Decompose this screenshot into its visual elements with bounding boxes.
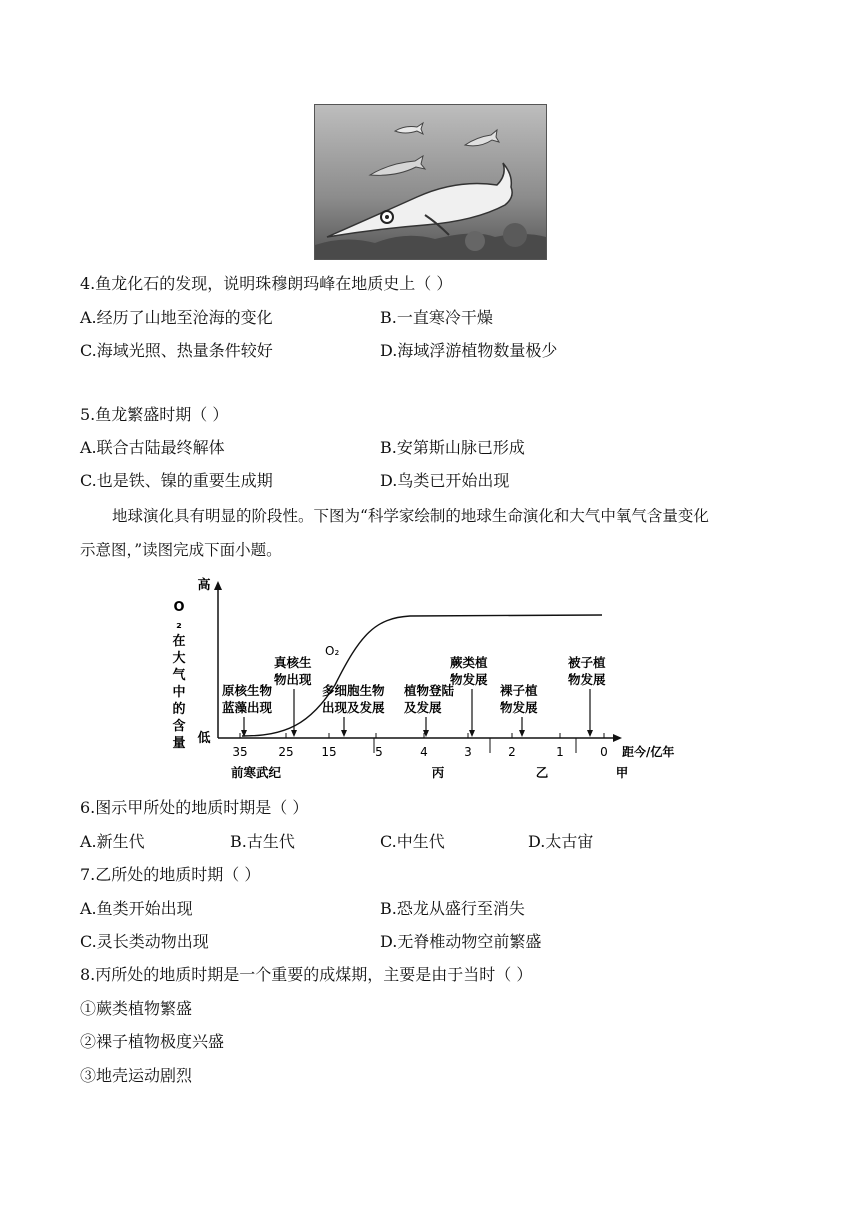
q5-option-c[interactable]: C.也是铁、镍的重要生成期 xyxy=(80,471,273,490)
ichthyosaur-photo xyxy=(314,104,547,260)
q6-option-d[interactable]: D.太古宙 xyxy=(528,832,594,851)
event-label-line2: 蓝藻出现 xyxy=(222,700,273,715)
q4-option-c[interactable]: C.海域光照、热量条件较好 xyxy=(80,341,273,360)
x-tick-label: 2 xyxy=(508,745,516,759)
y-axis-label-char: O xyxy=(173,600,185,615)
q5-option-b[interactable]: B.安第斯山脉已形成 xyxy=(380,438,525,457)
y-axis-arrow xyxy=(214,581,222,590)
y-axis-label-char: ₂ xyxy=(176,617,182,632)
q7-stem: 7.乙所处的地质时期（ ） xyxy=(80,865,261,884)
x-tick-label: 25 xyxy=(278,745,294,759)
x-tick-label: 0 xyxy=(600,745,608,759)
x-tick-label: 5 xyxy=(375,745,383,759)
x-tick-label: 1 xyxy=(556,745,564,759)
x-tick-label: 35 xyxy=(232,745,248,759)
q6-option-c[interactable]: C.中生代 xyxy=(380,832,445,851)
y-axis-label-char: 中 xyxy=(172,685,186,700)
intro-line-2: 示意图，”读图完成下面小题。 xyxy=(80,541,282,559)
event-label-line1: 真核生 xyxy=(274,655,312,670)
y-axis-label-char: 大 xyxy=(172,651,186,666)
y-axis-label-char: 的 xyxy=(172,702,186,717)
event-label-line1: 植物登陆 xyxy=(404,683,455,698)
q8-stem: 8.丙所处的地质时期是一个重要的成煤期，主要是由于当时（ ） xyxy=(80,965,533,984)
event-label-line2: 物发展 xyxy=(450,672,488,687)
y-axis-label-char: 含 xyxy=(172,719,186,734)
event-label-line1: 被子植 xyxy=(568,655,606,670)
q6-option-b[interactable]: B.古生代 xyxy=(230,832,295,851)
q8-statement-2: ②裸子植物极度兴盛 xyxy=(80,1032,225,1051)
event-arrowhead xyxy=(341,730,347,737)
era-label: 乙 xyxy=(535,765,549,780)
event-label-line2: 物出现 xyxy=(274,672,312,687)
q4-option-a[interactable]: A.经历了山地至沧海的变化 xyxy=(80,308,273,327)
y-axis-label-char: 在 xyxy=(172,634,186,649)
event-label-line1: 原核生物 xyxy=(222,683,273,698)
x-axis-label: 距今/亿年 xyxy=(622,745,675,759)
curve-label: O₂ xyxy=(325,644,340,658)
event-arrowhead xyxy=(519,730,525,737)
era-label: 丙 xyxy=(431,765,445,780)
event-arrowhead xyxy=(291,730,297,737)
q4-option-d[interactable]: D.海域浮游植物数量极少 xyxy=(380,341,558,360)
q6-option-a[interactable]: A.新生代 xyxy=(80,832,145,851)
q4-stem: 4.鱼龙化石的发现，说明珠穆朗玛峰在地质史上（ ） xyxy=(80,274,453,293)
era-label: 前寒武纪 xyxy=(230,765,282,780)
q5-stem: 5.鱼龙繁盛时期（ ） xyxy=(80,405,229,424)
y-axis-label xyxy=(172,600,186,751)
event-label-line1: 多细胞生物 xyxy=(322,683,385,698)
q8-statement-3: ③地壳运动剧烈 xyxy=(80,1066,193,1085)
event-label-line2: 及发展 xyxy=(404,700,442,715)
event-arrowhead xyxy=(469,730,475,737)
y-low-label: 低 xyxy=(197,731,211,746)
x-tick-label: 3 xyxy=(464,745,472,759)
q7-option-b[interactable]: B.恐龙从盛行至消失 xyxy=(380,899,525,918)
y-axis-label-char: 量 xyxy=(172,736,186,751)
event-arrowhead xyxy=(587,730,593,737)
q5-option-a[interactable]: A.联合古陆最终解体 xyxy=(80,438,225,457)
q8-statement-1: ①蕨类植物繁盛 xyxy=(80,999,193,1018)
y-axis-label-char: 气 xyxy=(172,668,186,683)
event-label-line2: 物发展 xyxy=(568,672,606,687)
event-label-line1: 裸子植 xyxy=(500,683,538,698)
q7-option-d[interactable]: D.无脊椎动物空前繁盛 xyxy=(380,932,542,951)
q7-option-c[interactable]: C.灵长类动物出现 xyxy=(80,932,209,951)
event-label-line2: 出现及发展 xyxy=(322,700,385,715)
event-label-line2: 物发展 xyxy=(500,700,538,715)
q6-stem: 6.图示甲所处的地质时期是（ ） xyxy=(80,798,309,817)
q4-option-b[interactable]: B.一直寒冷干燥 xyxy=(380,308,493,327)
event-label-line1: 蕨类植 xyxy=(450,655,488,670)
oxygen-evolution-chart xyxy=(160,575,700,785)
y-high-label: 高 xyxy=(197,578,211,593)
q5-option-d[interactable]: D.鸟类已开始出现 xyxy=(380,471,510,490)
intro-line-1: 地球演化具有明显的阶段性。下图为“科学家绘制的地球生命演化和大气中氧气含量变化 xyxy=(112,507,709,525)
x-tick-label: 15 xyxy=(321,745,337,759)
x-tick-label: 4 xyxy=(420,745,428,759)
x-axis-arrow xyxy=(613,734,622,742)
era-label: 甲 xyxy=(615,765,629,780)
q7-option-a[interactable]: A.鱼类开始出现 xyxy=(80,899,193,918)
